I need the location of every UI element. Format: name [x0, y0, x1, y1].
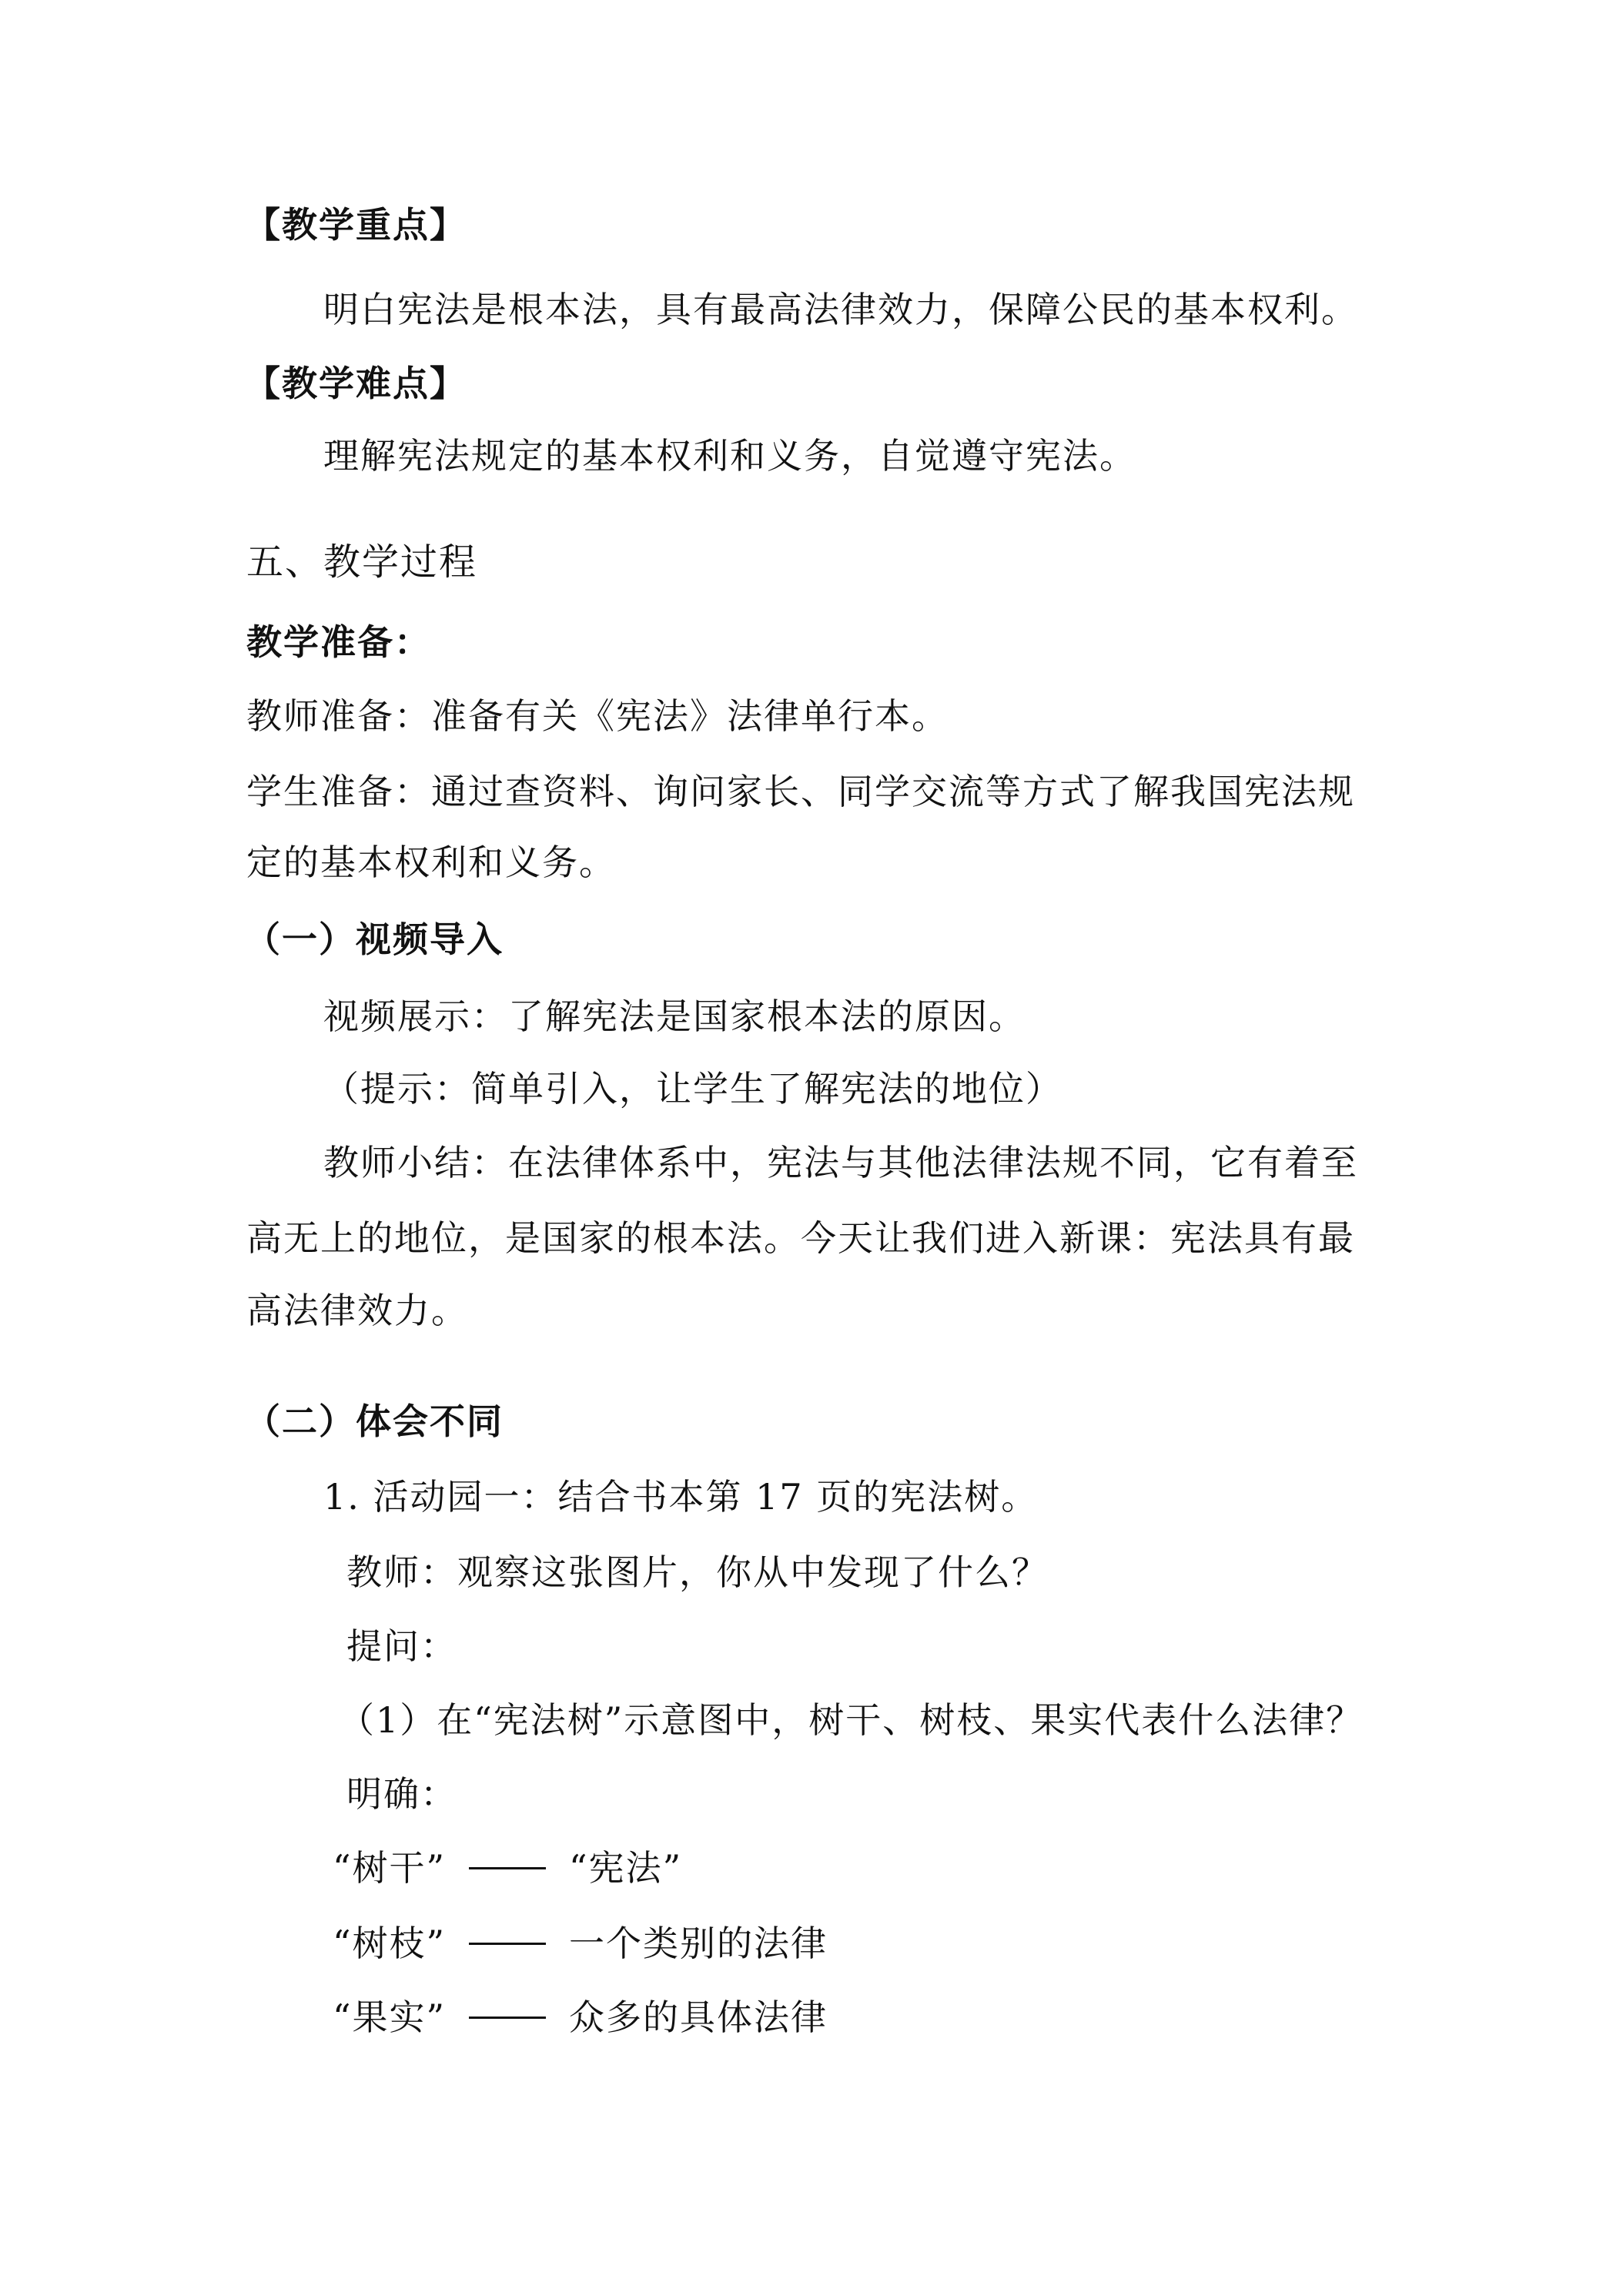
hint-text: （提示：简单引入，让学生了解宪法的地位） [323, 1068, 1062, 1110]
mapping-term: “树枝” [333, 1923, 447, 1964]
dash-divider [469, 1867, 546, 1869]
mapping-row [333, 1994, 828, 2040]
clarify-label: 明确： [346, 1773, 457, 1815]
mapping-term: “树干” [333, 1847, 447, 1889]
dash-divider [469, 2017, 546, 2019]
difficult-points-text: 理解宪法规定的基本权利和义务，自觉遵守宪法。 [323, 435, 1136, 477]
teacher-question: 教师：观察这张图片，你从中发现了什么？ [346, 1551, 1049, 1593]
key-points-heading: 【教学重点】 [245, 204, 467, 246]
mapping-term: “果实” [333, 1996, 447, 2038]
mapping-meaning: “宪法” [569, 1847, 683, 1889]
question-one: （1）在“宪法树”示意图中，树干、树枝、果实代表什么法律？ [339, 1699, 1364, 1741]
part-one-title: （一）视频导入 [245, 919, 504, 960]
student-preparation-line-2: 定的基本权利和义务。 [246, 842, 616, 883]
video-show-text: 视频展示：了解宪法是国家根本法的原因。 [323, 996, 1026, 1037]
student-preparation-line-1: 学生准备：通过查资料、询问家长、同学交流等方式了解我国宪法规 [246, 771, 1355, 812]
mapping-row [333, 1845, 682, 1891]
teacher-summary-line-1: 教师小结：在法律体系中，宪法与其他法律法规不同，它有着至 [323, 1142, 1358, 1183]
teacher-preparation: 教师准备：准备有关《宪法》法律单行本。 [246, 695, 949, 737]
mapping-meaning: 众多的具体法律 [569, 1996, 828, 2038]
part-two-title: （二）体会不同 [245, 1401, 504, 1442]
teacher-summary-line-3: 高法律效力。 [246, 1290, 468, 1331]
ask-label: 提问： [346, 1625, 457, 1667]
teacher-summary-line-2: 高无上的地位，是国家的根本法。今天让我们进入新课：宪法具有最 [246, 1217, 1355, 1259]
teaching-preparation-heading: 教学准备： [246, 621, 431, 663]
mapping-row [333, 1920, 828, 1966]
difficult-points-heading: 【教学难点】 [245, 363, 467, 404]
dash-divider [469, 1943, 546, 1945]
mapping-meaning: 一个类别的法律 [569, 1923, 828, 1964]
section-title-teaching-process: 五、教学过程 [246, 541, 478, 584]
key-points-text: 明白宪法是根本法，具有最高法律效力，保障公民的基本权利。 [323, 289, 1358, 330]
activity-one-text: 1. 活动园一：结合书本第 17 页的宪法树。 [323, 1476, 1039, 1518]
